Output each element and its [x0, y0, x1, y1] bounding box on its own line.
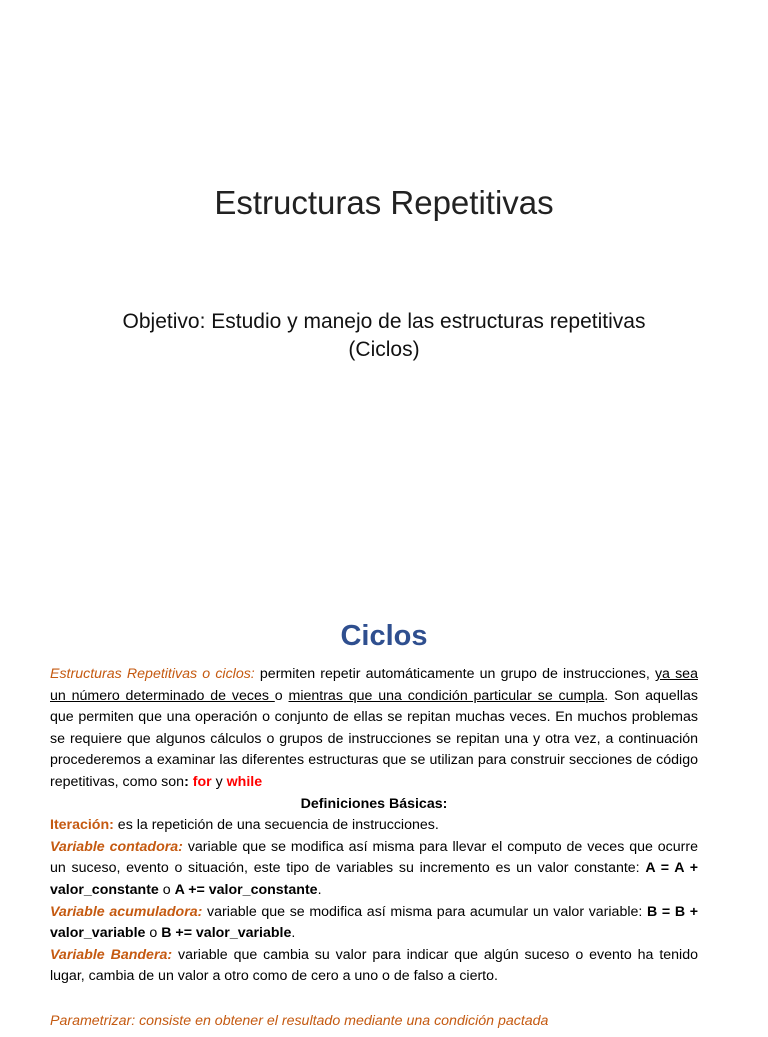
intro-paragraph	[50, 664, 698, 794]
def-formula: A += valor_constante	[174, 881, 318, 898]
def-text: .	[317, 881, 322, 898]
def-iteracion	[50, 815, 698, 837]
def-formula: B += valor_variable	[161, 925, 292, 942]
def-variable-contadora	[50, 837, 698, 902]
slide-objective: Objetivo: Estudio y manejo de las estructuras repetitivas (Ciclos)	[122, 310, 646, 361]
def-text: variable que cambia su valor para indicar que algún suceso o evento ha tenido lugar, cambia de un valor a otro como de cero a uno o de falso a cierto.	[50, 946, 698, 985]
def-text: .	[291, 925, 296, 942]
def-variable-acumuladora	[50, 902, 698, 945]
intro-term: Estructuras Repetitivas o ciclos:	[50, 666, 255, 682]
intro-text-2: o	[274, 687, 289, 704]
slide-main-title: Estructuras Repetitivas	[214, 184, 554, 221]
def-formula: A = A + valor_constante	[50, 860, 698, 898]
keyword-while: while	[226, 773, 263, 790]
def-text: es la repetición de una secuencia de instrucciones.	[113, 817, 439, 834]
ciclos-heading: Ciclos	[340, 620, 428, 652]
def-term: Variable Bandera:	[50, 946, 173, 963]
def-text: o	[158, 881, 175, 898]
def-term: Iteración:	[50, 817, 114, 834]
keyword-for: for	[192, 773, 212, 790]
def-formula: B = B + valor_variable	[50, 903, 699, 942]
ciclos-body	[50, 664, 698, 988]
intro-colon: :	[184, 773, 193, 790]
def-term: Variable acumuladora:	[50, 903, 203, 920]
def-text: o	[145, 925, 162, 942]
intro-and: y	[211, 773, 227, 790]
intro-underline-1: ya sea un número determinado de veces	[50, 666, 698, 704]
def-text: variable que se modifica así misma para acumular un valor variable:	[202, 903, 647, 920]
cut-off-line: Parametrizar: consiste en obtener el resultado mediante una condición pactada	[50, 1013, 549, 1029]
slide-ciclos	[0, 560, 768, 1029]
def-term: Variable contadora:	[50, 838, 183, 855]
def-variable-bandera	[50, 945, 698, 988]
intro-underline-2: mientras que una condición particular se cumpla	[288, 687, 605, 704]
intro-text-1: permiten repetir automáticamente un grupo de instrucciones,	[254, 666, 655, 682]
definitions-heading: Definiciones Básicas:	[300, 795, 448, 812]
def-text: variable que se modifica así misma para llevar el computo de veces que ocurre un suceso, evento o situación, este tipo de variables su incremento es un valor constante:	[50, 838, 698, 877]
intro-text-3: . Son aquellas que permiten que una operación o conjunto de ellas se repitan muchas veces. En muchos problemas se requiere que algunos cálculos o grupos de instrucciones se repitan una y otra vez, a continuación procederemos a examinar las diferentes estructuras que se utilizan para construir secciones de código repetitivas, como son	[50, 687, 698, 790]
